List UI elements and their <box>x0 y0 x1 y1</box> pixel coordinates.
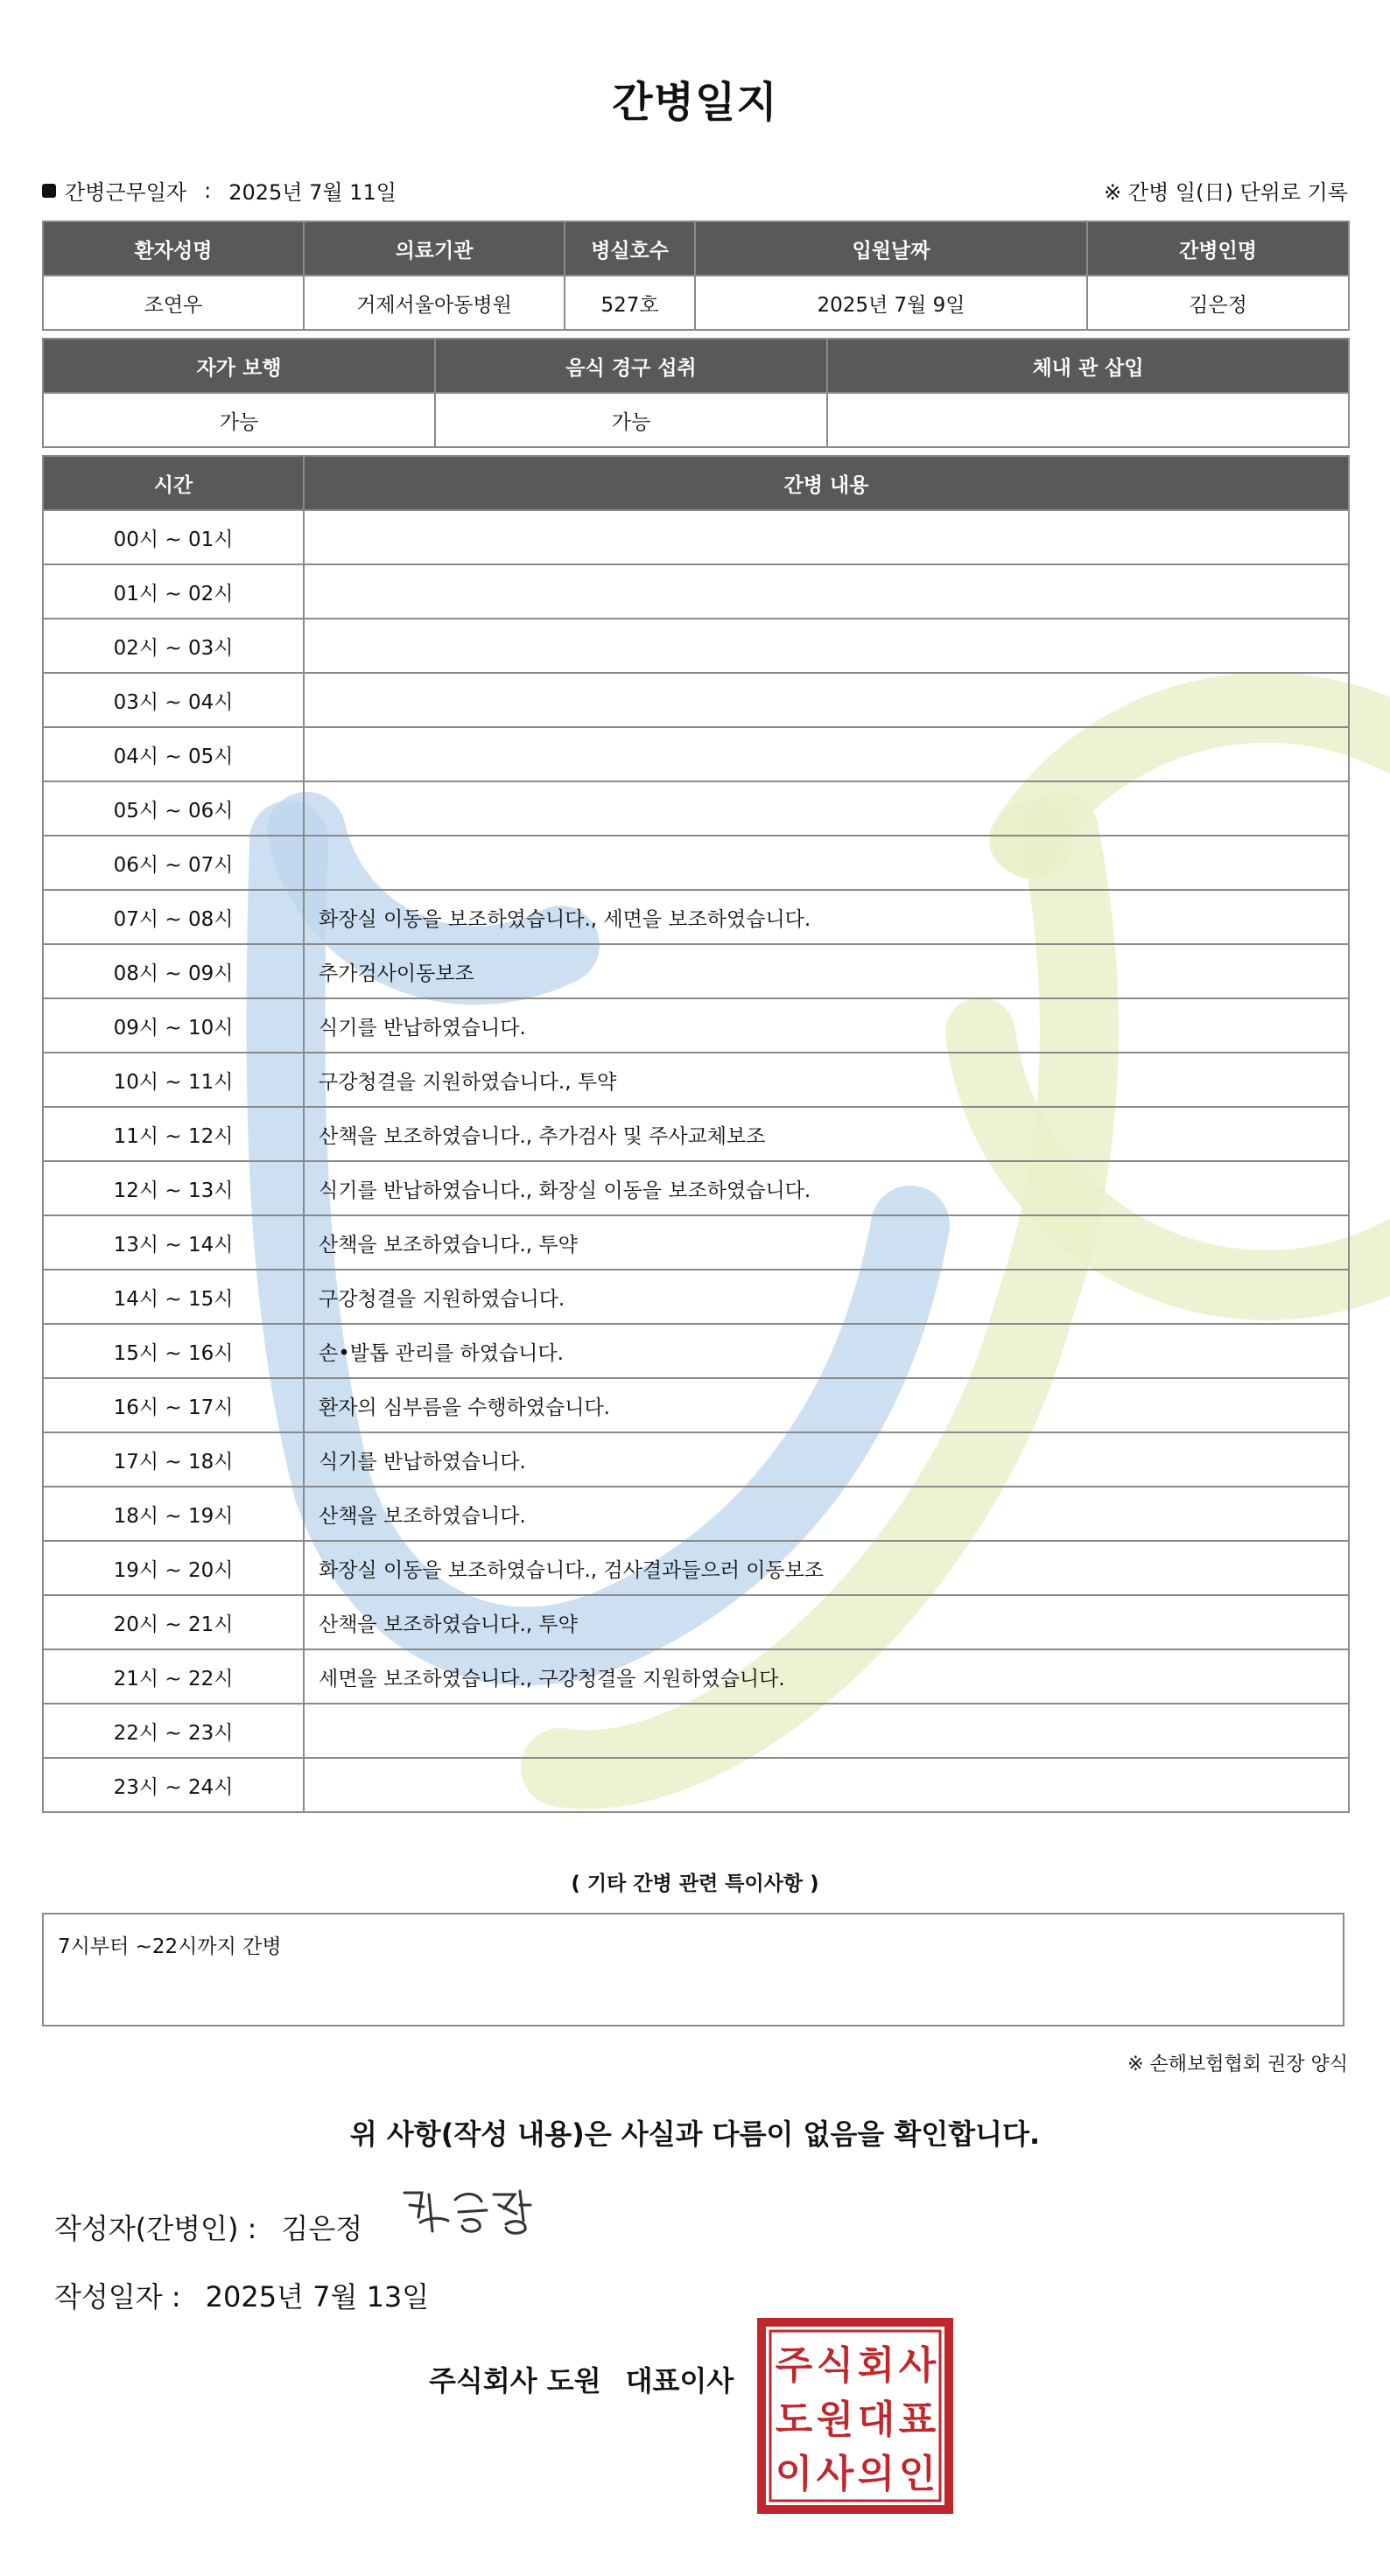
care-content: 구강청결을 지원하였습니다., 투약 <box>304 1053 1349 1107</box>
care-content <box>304 510 1349 564</box>
care-log-row <box>43 1107 1349 1161</box>
time-slot: 01시 ~ 02시 <box>43 564 304 619</box>
care-log-row <box>43 944 1349 998</box>
seal-character: 인 <box>898 2452 937 2496</box>
care-content: 산책을 보조하였습니다., 투약 <box>304 1215 1349 1270</box>
time-slot: 21시 ~ 22시 <box>43 1649 304 1704</box>
time-slot: 04시 ~ 05시 <box>43 727 304 781</box>
time-slot: 23시 ~ 24시 <box>43 1758 304 1812</box>
time-slot: 22시 ~ 23시 <box>43 1704 304 1758</box>
work-date-separator: : <box>204 178 212 203</box>
header-care-content: 간병 내용 <box>304 456 1349 510</box>
written-date-label: 작성일자 : <box>54 2280 181 2314</box>
care-content <box>304 673 1349 727</box>
confirmation-text: 위 사항(작성 내용)은 사실과 다름이 없음을 확인합니다. <box>349 2118 1041 2151</box>
care-log-row <box>43 1161 1349 1215</box>
seal-character: 도 <box>775 2398 813 2442</box>
care-content: 산책을 보조하였습니다., 추가검사 및 주사교체보조 <box>304 1107 1349 1161</box>
header-caregiver: 간병인명 <box>1087 221 1349 276</box>
written-date-value: 2025년 7월 13일 <box>205 2280 430 2314</box>
time-slot: 02시 ~ 03시 <box>43 619 304 673</box>
header-patient-name: 환자성명 <box>43 221 304 276</box>
time-slot: 00시 ~ 01시 <box>43 510 304 564</box>
care-log-row <box>43 1649 1349 1704</box>
time-slot: 15시 ~ 16시 <box>43 1324 304 1378</box>
notes-box <box>42 1913 1344 2026</box>
writer-name: 김은정 <box>281 2212 363 2245</box>
care-log-row <box>43 1215 1349 1270</box>
care-content: 산책을 보조하였습니다. <box>304 1487 1349 1541</box>
company-name: 주식회사 도원 <box>429 2364 601 2398</box>
time-slot: 18시 ~ 19시 <box>43 1487 304 1541</box>
time-slot: 11시 ~ 12시 <box>43 1107 304 1161</box>
care-content <box>304 1758 1349 1812</box>
care-log-row <box>43 1595 1349 1649</box>
care-content <box>304 564 1349 619</box>
care-log-row <box>43 1270 1349 1324</box>
care-content: 식기를 반납하였습니다. <box>304 998 1349 1053</box>
time-slot: 08시 ~ 09시 <box>43 944 304 998</box>
header-room: 병실호수 <box>565 221 695 276</box>
care-content: 세면을 보조하였습니다., 구강청결을 지원하였습니다. <box>304 1649 1349 1704</box>
care-content: 구강청결을 지원하였습니다. <box>304 1270 1349 1324</box>
patient-name: 조연우 <box>43 276 304 330</box>
care-log-row <box>43 1053 1349 1107</box>
care-log-row <box>43 836 1349 890</box>
time-slot: 14시 ~ 15시 <box>43 1270 304 1324</box>
time-slot: 20시 ~ 21시 <box>43 1595 304 1649</box>
patient-info-table <box>42 220 1350 331</box>
time-slot: 19시 ~ 20시 <box>43 1541 304 1595</box>
time-slot: 12시 ~ 13시 <box>43 1161 304 1215</box>
seal-character: 주 <box>775 2343 813 2388</box>
care-log-row <box>43 1378 1349 1432</box>
care-log-row <box>43 564 1349 619</box>
care-log-row <box>43 673 1349 727</box>
care-log-row <box>43 1758 1349 1812</box>
work-date-value: 2025년 7월 11일 <box>228 180 397 205</box>
seal-character: 원 <box>816 2398 854 2442</box>
time-slot: 07시 ~ 08시 <box>43 890 304 944</box>
care-content: 식기를 반납하였습니다. <box>304 1432 1349 1487</box>
care-content <box>304 836 1349 890</box>
seal-character: 표 <box>898 2398 937 2442</box>
admission-date: 2025년 7월 9일 <box>695 276 1087 330</box>
care-log-row <box>43 1324 1349 1378</box>
unit-note: ※ 간병 일(日) 단위로 기록 <box>1104 180 1348 205</box>
header-time: 시간 <box>43 456 304 510</box>
care-content: 환자의 심부름을 수행하였습니다. <box>304 1378 1349 1432</box>
care-log-row <box>43 1432 1349 1487</box>
care-content <box>304 619 1349 673</box>
seal-character: 사 <box>898 2343 937 2388</box>
care-log-row <box>43 727 1349 781</box>
care-content <box>304 727 1349 781</box>
time-slot: 09시 ~ 10시 <box>43 998 304 1053</box>
company <box>429 2359 734 2399</box>
care-content: 화장실 이동을 보조하였습니다., 검사결과들으러 이동보조 <box>304 1541 1349 1595</box>
company-title: 대표이사 <box>625 2364 734 2398</box>
notes-text: 7시부터 ~22시까지 간병 <box>58 1936 282 1958</box>
work-date-label: 간병근무일자 <box>65 180 187 205</box>
care-content: 손•발톱 관리를 하였습니다. <box>304 1324 1349 1378</box>
header-walking: 자가 보행 <box>43 339 435 393</box>
care-content: 산책을 보조하였습니다., 투약 <box>304 1595 1349 1649</box>
notes-title: ( 기타 간병 관련 특이사항 ) <box>571 1872 819 1895</box>
header-hospital: 의료기관 <box>304 221 565 276</box>
oral-intake-value: 가능 <box>435 393 827 447</box>
care-log-row <box>43 998 1349 1053</box>
care-log-row <box>43 1704 1349 1758</box>
time-slot: 17시 ~ 18시 <box>43 1432 304 1487</box>
time-slot: 16시 ~ 17시 <box>43 1378 304 1432</box>
care-content: 화장실 이동을 보조하였습니다., 세면을 보조하였습니다. <box>304 890 1349 944</box>
care-content: 추가검사이동보조 <box>304 944 1349 998</box>
room-number: 527호 <box>565 276 695 330</box>
time-slot: 05시 ~ 06시 <box>43 781 304 836</box>
seal-character: 의 <box>857 2452 895 2496</box>
handwritten-signature <box>394 2182 551 2244</box>
care-log-row <box>43 781 1349 836</box>
care-content <box>304 1704 1349 1758</box>
bullet-square-icon <box>42 184 56 198</box>
writer-label: 작성자(간병인) : <box>54 2212 257 2245</box>
care-content: 식기를 반납하였습니다., 화장실 이동을 보조하였습니다. <box>304 1161 1349 1215</box>
writer <box>54 2207 362 2247</box>
seal-character: 이 <box>775 2452 813 2496</box>
seal-character: 회 <box>857 2343 895 2388</box>
care-log-table <box>42 455 1350 1813</box>
company-seal-stamp <box>756 2317 954 2515</box>
care-log-row <box>43 510 1349 564</box>
patient-status-table <box>42 338 1350 448</box>
time-slot: 10시 ~ 11시 <box>43 1053 304 1107</box>
time-slot: 06시 ~ 07시 <box>43 836 304 890</box>
time-slot: 03시 ~ 04시 <box>43 673 304 727</box>
tube-value <box>827 393 1349 447</box>
work-date <box>42 175 397 206</box>
care-log-row <box>43 1541 1349 1595</box>
footnote: ※ 손해보험협회 권장 양식 <box>1127 2054 1348 2076</box>
header-oral-intake: 음식 경구 섭취 <box>435 339 827 393</box>
caregiver-name: 김은정 <box>1087 276 1349 330</box>
header-admission-date: 입원날짜 <box>695 221 1087 276</box>
walking-value: 가능 <box>43 393 435 447</box>
hospital: 거제서울아동병원 <box>304 276 565 330</box>
care-log-row <box>43 1487 1349 1541</box>
seal-character: 사 <box>816 2452 854 2496</box>
time-slot: 13시 ~ 14시 <box>43 1215 304 1270</box>
written-date <box>54 2275 429 2315</box>
header-tube: 체내 관 삽입 <box>827 339 1349 393</box>
care-content <box>304 781 1349 836</box>
seal-character: 식 <box>816 2343 854 2388</box>
care-log-row <box>43 890 1349 944</box>
seal-character: 대 <box>857 2398 895 2442</box>
document-title: 간병일지 <box>612 78 778 127</box>
care-log-row <box>43 619 1349 673</box>
